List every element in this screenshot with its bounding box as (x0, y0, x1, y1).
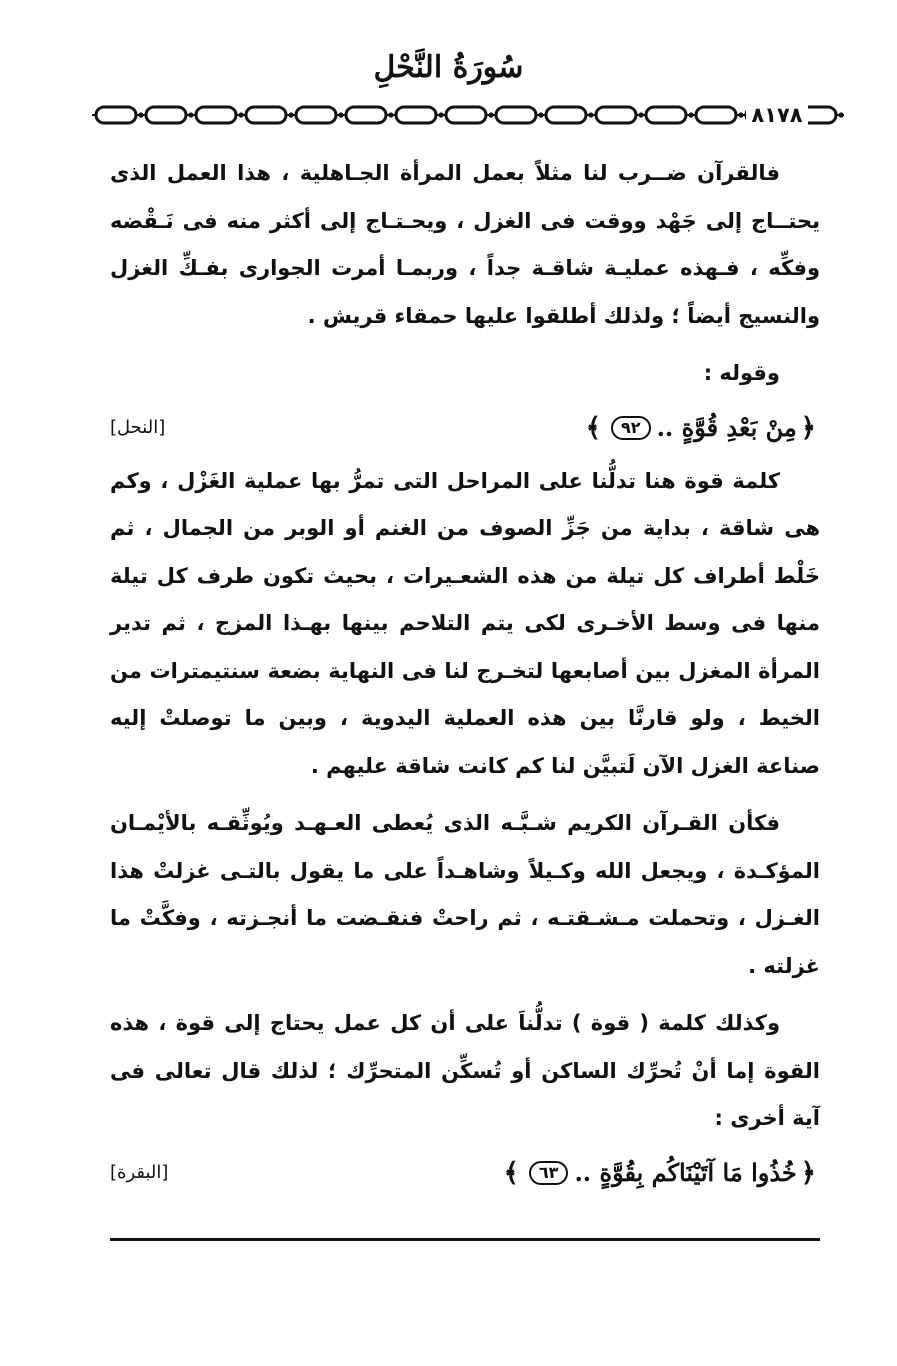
quran-verse-2 (500, 1158, 820, 1188)
surah-reference: [النحل] (110, 417, 166, 438)
paragraph-5: وكذلك كلمة ( قوة ) تدلُّناَ على أن كل عمل يحتاج إلى قوة ، هذه القوة إما أنْ تُحرِّك الساكن أو تُسكِّن المتحرِّك ؛ لذلك قال تعالى فى آية أخرى : (110, 1011, 820, 1130)
surah-title: سُورَةُ النَّحْلِ (373, 50, 524, 85)
verse-text: خُذُوا مَا آتَيْنَاكُم بِقُوَّةٍ .. (574, 1158, 797, 1187)
verse-open-bracket: ﴿ (800, 412, 816, 443)
verse-row-2 (110, 1143, 820, 1203)
verse-close-bracket: ﴾ (585, 412, 602, 443)
quran-verse-1 (582, 413, 820, 443)
page-body (110, 150, 820, 1203)
paragraph-3: كلمة قوة هنا تدلُّنا على المراحل التى تمرُّ بها عملية الغَزْل ، وكم هى شاقة ، بداية من جَزِّ الصوف من الغنم أو الوبر من الجمال ، ثم خَلْط أطراف كل تيلة من هذه الشعـيرات ، بحيث تكون طرف كل تيلة منها فى وسط الأخـرى لكى يتم التلاحم بينها بهـذا المزج ، ثم تدير المرأة المغزل بين أصابعها لتخـرج لنا فى النهاية بضعة سنتيمترات من الخيط ، ولو قارنَّا بين هذه العملية اليدوية ، وبين ما توصلتْ إليه صناعة الغزل الآن لَتبيَّن لنا كم كانت شاقة عليهم . (110, 468, 820, 778)
footer-rule (110, 1238, 820, 1241)
decorative-border (88, 102, 848, 128)
paragraph-1: فالقرآن ضــرب لنا مثلاً بعمل المرأة الجـاهلية ، هذا العمل الذى يحتــاج إلى جَهْد ووقت فى الغزل ، ويحـتـاج إلى أكثر منه فى نَـقْضه وفكِّه ، فـهذه عمليـة شاقـة جداً ، وربمـا أمرت الجوارى بفـكِّ الغزل والنسيج أيضاً ؛ ولذلك أطلقوا عليها حمقاء قريش . (110, 161, 820, 328)
paragraph-4: فكأن القـرآن الكريم شـبَّـه الذى يُعطى العـهـد ويُوثِّقـه بالأيْمـان المؤكـدة ، ويجعل الله وكـيلاً وشاهـداً على ما يقول بالتـى غزلتْ هذا الغـزل ، وتحملت مـشـقتـه ، ثم راحتْ فنقـضت ما أنجـزته ، وفكَّتْ ما غزلته . (110, 811, 820, 978)
verse-close-bracket: ﴾ (503, 1157, 519, 1188)
page-number: ٨١٧٨ (746, 101, 808, 129)
paragraph-2: وقوله : (703, 361, 780, 385)
verse-open-bracket: ﴿ (800, 1157, 816, 1188)
ayah-number: ٩٢ (611, 416, 651, 440)
verse-text: مِنْ بَعْدِ قُوَّةٍ .. (656, 413, 797, 442)
surah-reference: [البقرة] (110, 1162, 169, 1183)
verse-row-1 (110, 398, 820, 458)
ayah-number: ٦٣ (529, 1161, 569, 1185)
